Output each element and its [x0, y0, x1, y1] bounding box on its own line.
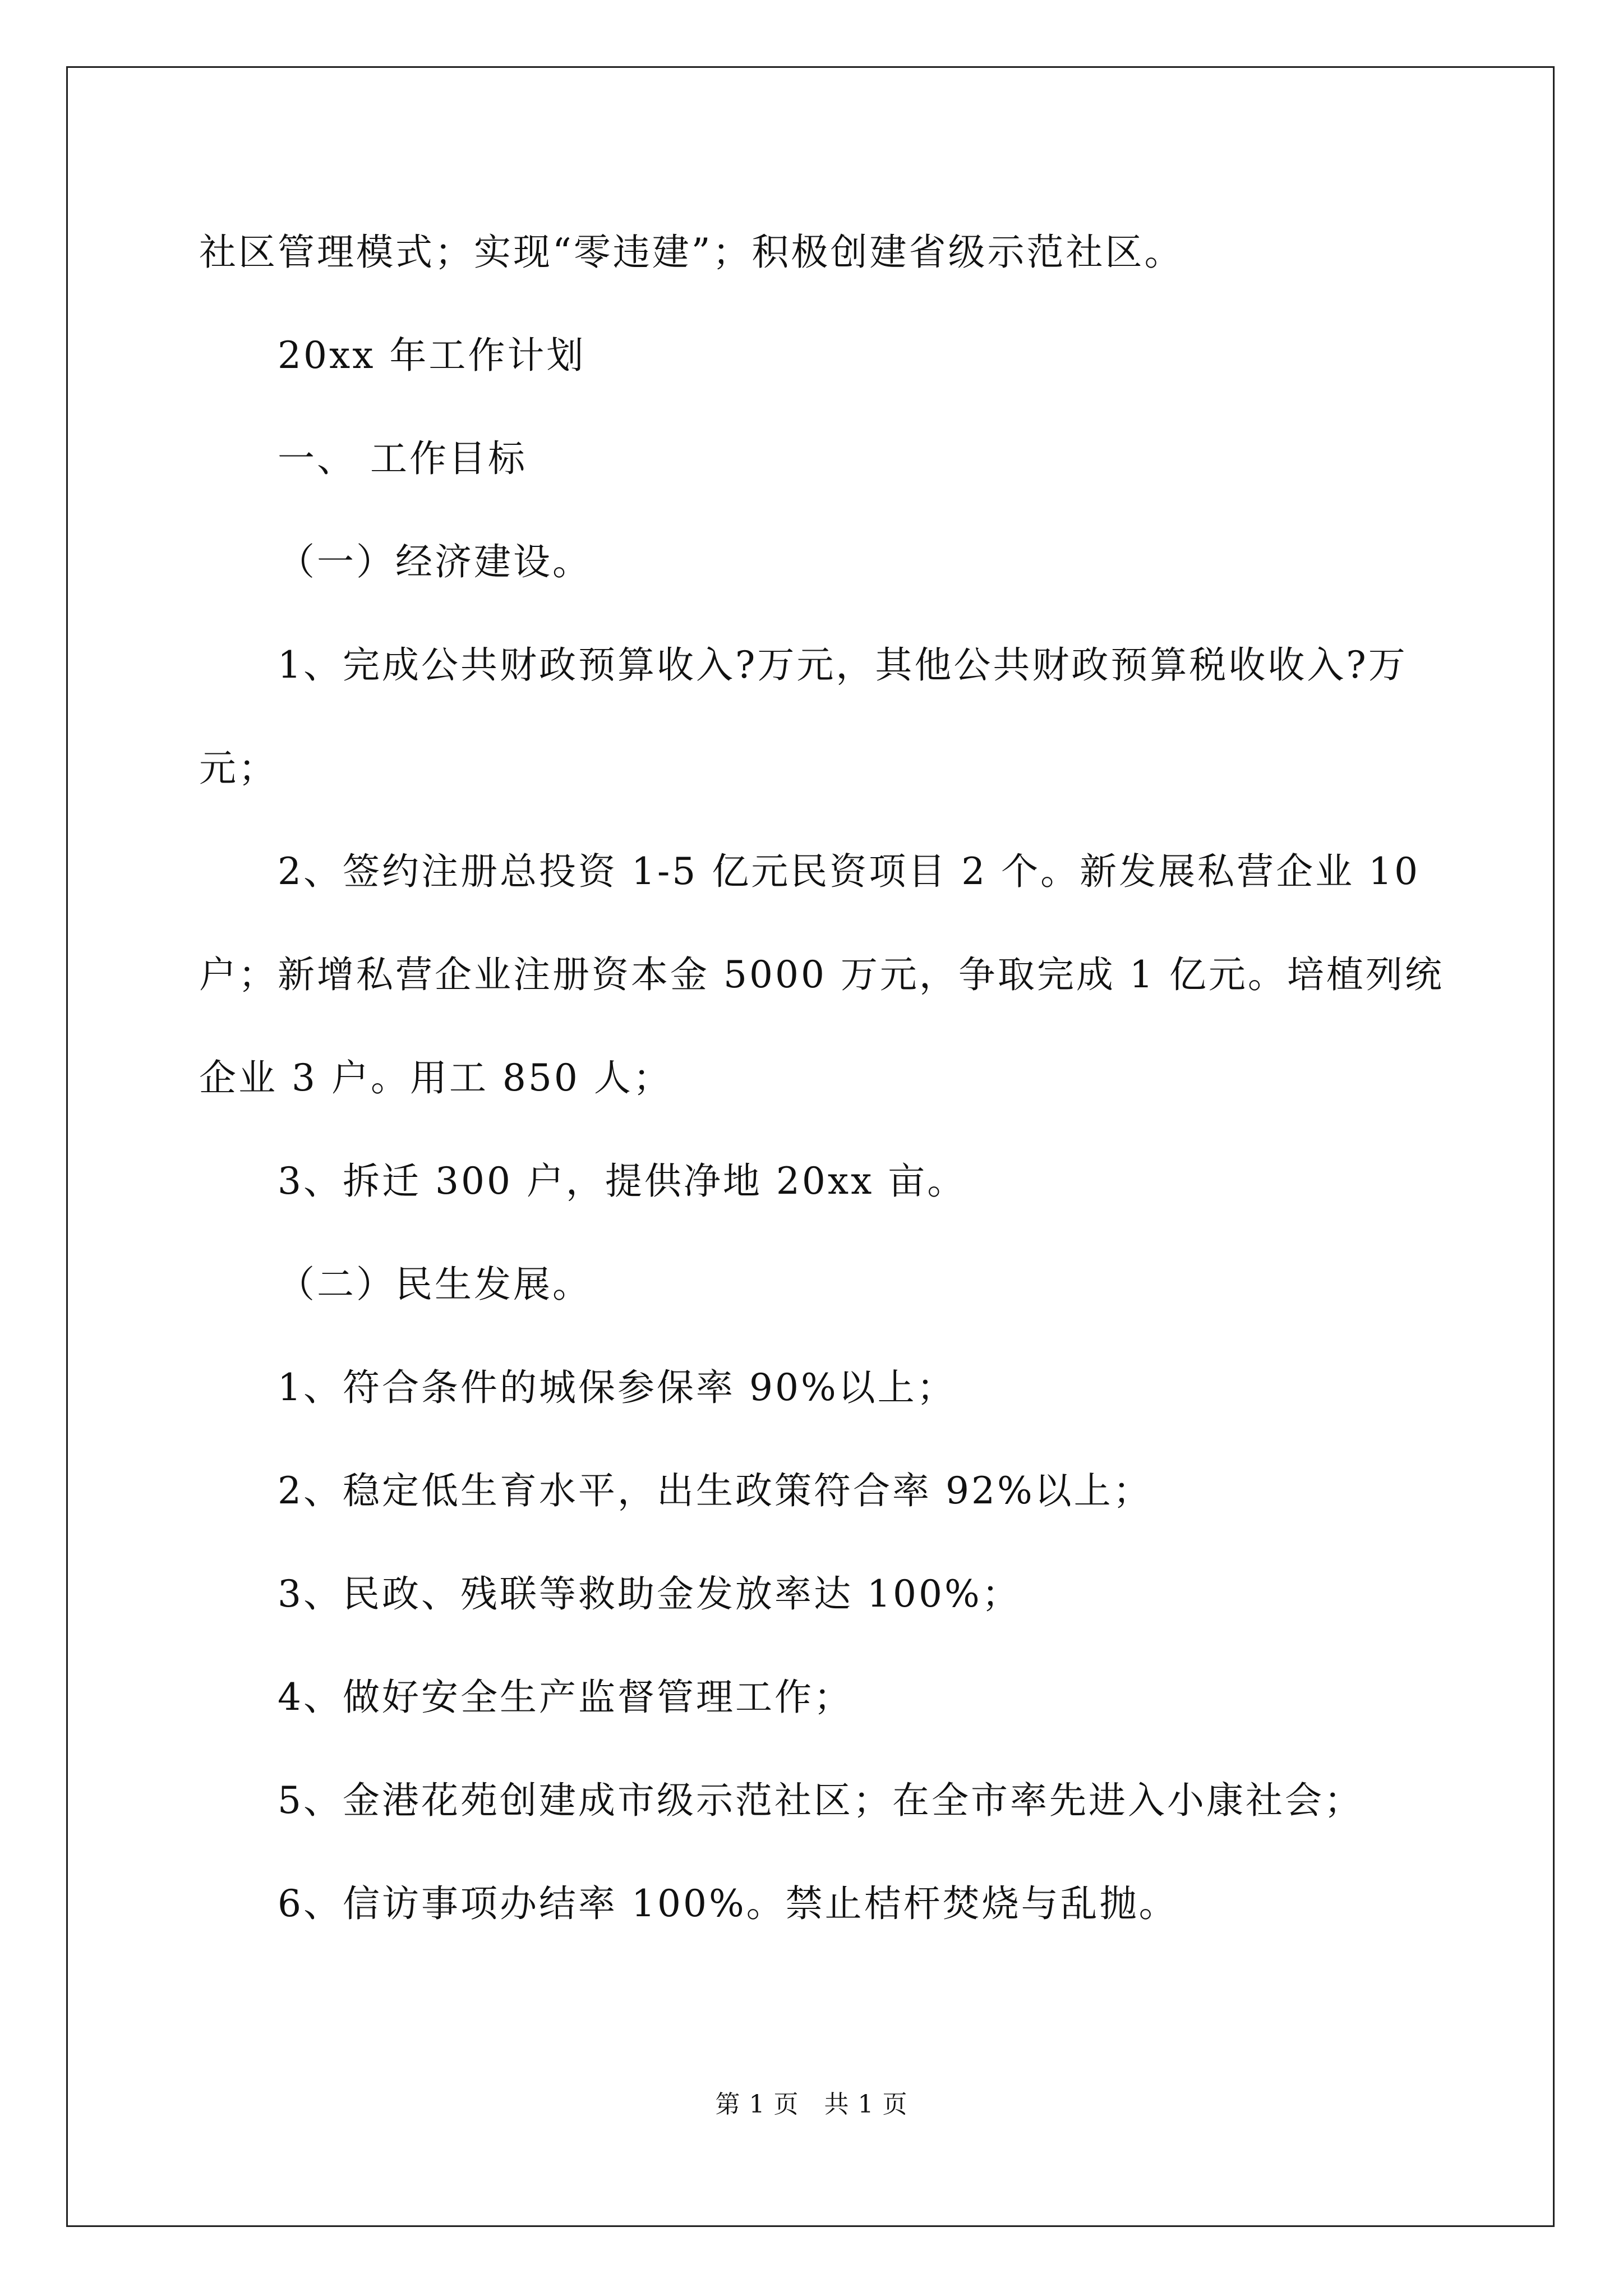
text-line-10: 3、拆迁 300 户，提供净地 20xx 亩。: [278, 1159, 967, 1203]
section-title: 20xx 年工作计划: [278, 334, 586, 377]
text-line-9: 企业 3 户。用工 850 人；: [199, 1056, 672, 1099]
heading-economic-construction: （一）经济建设。: [278, 540, 592, 583]
heading-work-goals: 一、 工作目标: [278, 437, 527, 480]
text-line-12: 1、符合条件的城保参保率 90%以上；: [278, 1366, 956, 1409]
page-number-footer: 第 1 页 共 1 页: [715, 2090, 908, 2119]
text-line-8: 户；新增私营企业注册资本金 5000 万元，争取完成 1 亿元。培植列统: [199, 953, 1444, 996]
text-line-6: 元；: [199, 747, 278, 790]
text-line-13: 2、稳定低生育水平，出生政策符合率 92%以上；: [278, 1469, 1152, 1512]
text-line-15: 4、做好安全生产监督管理工作；: [278, 1676, 853, 1719]
text-line-17: 6、信访事项办结率 100%。禁止桔杆焚烧与乱抛。: [278, 1882, 1178, 1925]
text-line-14: 3、民政、残联等救助金发放率达 100%；: [278, 1572, 1021, 1616]
text-line-1: 社区管理模式；实现“零违建”；积极创建省级示范社区。: [199, 231, 1184, 274]
text-line-16: 5、金港花苑创建成市级示范社区；在全市率先进入小康社会；: [278, 1779, 1363, 1822]
text-line-5: 1、完成公共财政预算收入?万元，其他公共财政预算税收收入?万: [278, 643, 1408, 687]
text-line-7: 2、签约注册总投资 1-5 亿元民资项目 2 个。新发展私营企业 10: [278, 850, 1421, 893]
heading-livelihood-development: （二）民生发展。: [278, 1263, 592, 1306]
